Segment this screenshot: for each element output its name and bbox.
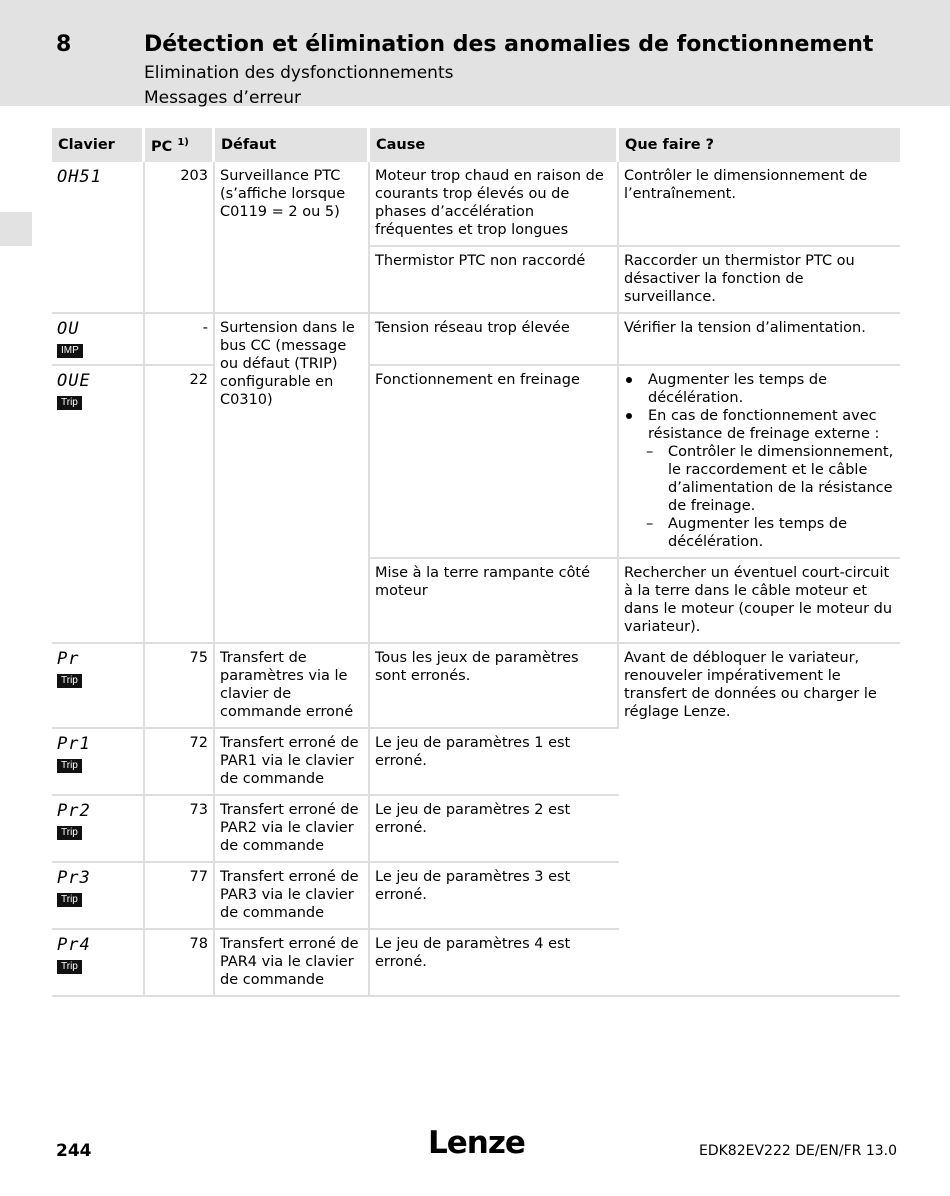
pc-code-cell: 78 bbox=[145, 930, 215, 997]
error-messages-table bbox=[52, 128, 900, 997]
footnote-marker: 1) bbox=[177, 137, 189, 148]
action-cell: Vérifier la tension d’alimentation. bbox=[619, 314, 900, 366]
action-cell: Raccorder un thermistor PTC ou désactiver la fonction de surveillance. bbox=[619, 247, 900, 314]
cause-cell: Tension réseau trop élevée bbox=[370, 314, 619, 366]
keypad-code-cell bbox=[52, 796, 145, 863]
column-header-fault: Défaut bbox=[215, 128, 370, 162]
fault-cell: Surveillance PTC (s’affiche lorsque C0119 = 2 ou 5) bbox=[215, 162, 370, 314]
table-row bbox=[52, 314, 900, 366]
cause-cell: Moteur trop chaud en raison de courants trop élevés ou de phases d’accélération fréquentes et trop longues bbox=[370, 162, 619, 247]
subsection-subtitle: Messages d’erreur bbox=[144, 88, 301, 108]
error-code: Pr3 bbox=[57, 867, 91, 888]
error-code: OU bbox=[57, 318, 80, 339]
column-header-cause: Cause bbox=[370, 128, 619, 162]
document-reference: EDK82EV222 DE/EN/FR 13.0 bbox=[699, 1143, 897, 1159]
reaction-badge: Trip bbox=[57, 826, 82, 840]
action-cell: Contrôler le dimensionnement de l’entraînement. bbox=[619, 162, 900, 247]
reaction-badge: Trip bbox=[57, 960, 82, 974]
pc-code-cell: 75 bbox=[145, 644, 215, 729]
reaction-badge: Trip bbox=[57, 674, 82, 688]
error-code: OH51 bbox=[57, 166, 102, 187]
error-code: Pr1 bbox=[57, 733, 91, 754]
error-code: OUE bbox=[57, 370, 91, 391]
lenze-logo: Lenze bbox=[428, 1125, 525, 1161]
error-code: Pr4 bbox=[57, 934, 91, 955]
cause-cell: Tous les jeux de paramètres sont erronés. bbox=[370, 644, 619, 729]
reaction-badge: Trip bbox=[57, 396, 82, 410]
fault-cell: Transfert de paramètres via le clavier de commande erroné bbox=[215, 644, 370, 729]
table-row bbox=[52, 366, 900, 559]
keypad-code-cell bbox=[52, 162, 145, 314]
cause-cell: Le jeu de paramètres 1 est erroné. bbox=[370, 729, 619, 796]
reaction-badge: Trip bbox=[57, 759, 82, 773]
error-code: Pr2 bbox=[57, 800, 91, 821]
action-cell: Rechercher un éventuel court-circuit à la terre dans le câble moteur et dans le moteur (couper le moteur du variateur). bbox=[619, 559, 900, 644]
column-header-action: Que faire ? bbox=[619, 128, 900, 162]
reaction-badge: IMP bbox=[57, 344, 83, 358]
pc-code-cell: 73 bbox=[145, 796, 215, 863]
reaction-badge: Trip bbox=[57, 893, 82, 907]
sub-action-list bbox=[646, 443, 895, 551]
section-subtitle: Elimination des dysfonctionnements bbox=[144, 63, 454, 83]
page-number: 244 bbox=[56, 1141, 92, 1161]
keypad-code-cell bbox=[52, 863, 145, 930]
pc-code-cell: 203 bbox=[145, 162, 215, 314]
fault-cell: Transfert erroné de PAR4 via le clavier de commande bbox=[215, 930, 370, 997]
cause-cell: Le jeu de paramètres 4 est erroné. bbox=[370, 930, 619, 997]
error-code: Pr bbox=[57, 648, 80, 669]
table-row bbox=[52, 162, 900, 247]
fault-cell: Transfert erroné de PAR2 via le clavier de commande bbox=[215, 796, 370, 863]
table-row bbox=[52, 644, 900, 729]
list-item-text: En cas de fonctionnement avec résistance de freinage externe : bbox=[648, 407, 880, 442]
pc-code-cell: 72 bbox=[145, 729, 215, 796]
side-tab-marker bbox=[0, 212, 32, 246]
fault-cell: Surtension dans le bus CC (message ou défaut (TRIP) configurable en C0310) bbox=[215, 314, 370, 644]
pc-code-cell: - bbox=[145, 314, 215, 366]
pc-code-cell: 22 bbox=[145, 366, 215, 644]
action-cell: Avant de débloquer le variateur, renouveler impérativement le transfert de données ou charger le réglage Lenze. bbox=[619, 644, 900, 997]
list-item bbox=[624, 407, 895, 551]
keypad-code-cell bbox=[52, 314, 145, 366]
chapter-title: Détection et élimination des anomalies de fonctionnement bbox=[144, 32, 874, 57]
list-item: Augmenter les temps de décélération. bbox=[624, 371, 895, 407]
list-item: – Augmenter les temps de décélération. bbox=[646, 515, 895, 551]
fault-cell: Transfert erroné de PAR3 via le clavier de commande bbox=[215, 863, 370, 930]
list-item: – Contrôler le dimensionnement, le raccordement et le câble d’alimentation de la résistance de freinage. bbox=[646, 443, 895, 515]
cause-cell: Fonctionnement en freinage bbox=[370, 366, 619, 559]
cause-cell: Le jeu de paramètres 2 est erroné. bbox=[370, 796, 619, 863]
keypad-code-cell bbox=[52, 930, 145, 997]
cause-cell: Thermistor PTC non raccordé bbox=[370, 247, 619, 314]
keypad-code-cell bbox=[52, 729, 145, 796]
keypad-code-cell bbox=[52, 644, 145, 729]
cause-cell: Le jeu de paramètres 3 est erroné. bbox=[370, 863, 619, 930]
pc-code-cell: 77 bbox=[145, 863, 215, 930]
column-header-keypad: Clavier bbox=[52, 128, 145, 162]
action-cell bbox=[619, 366, 900, 559]
column-header-pc: PC $^{1)}$ bbox=[145, 128, 215, 162]
action-list bbox=[624, 371, 895, 551]
cause-cell: Mise à la terre rampante côté moteur bbox=[370, 559, 619, 644]
keypad-code-cell bbox=[52, 366, 145, 644]
chapter-number: 8 bbox=[56, 32, 72, 57]
fault-cell: Transfert erroné de PAR1 via le clavier de commande bbox=[215, 729, 370, 796]
table-header-row bbox=[52, 128, 900, 162]
